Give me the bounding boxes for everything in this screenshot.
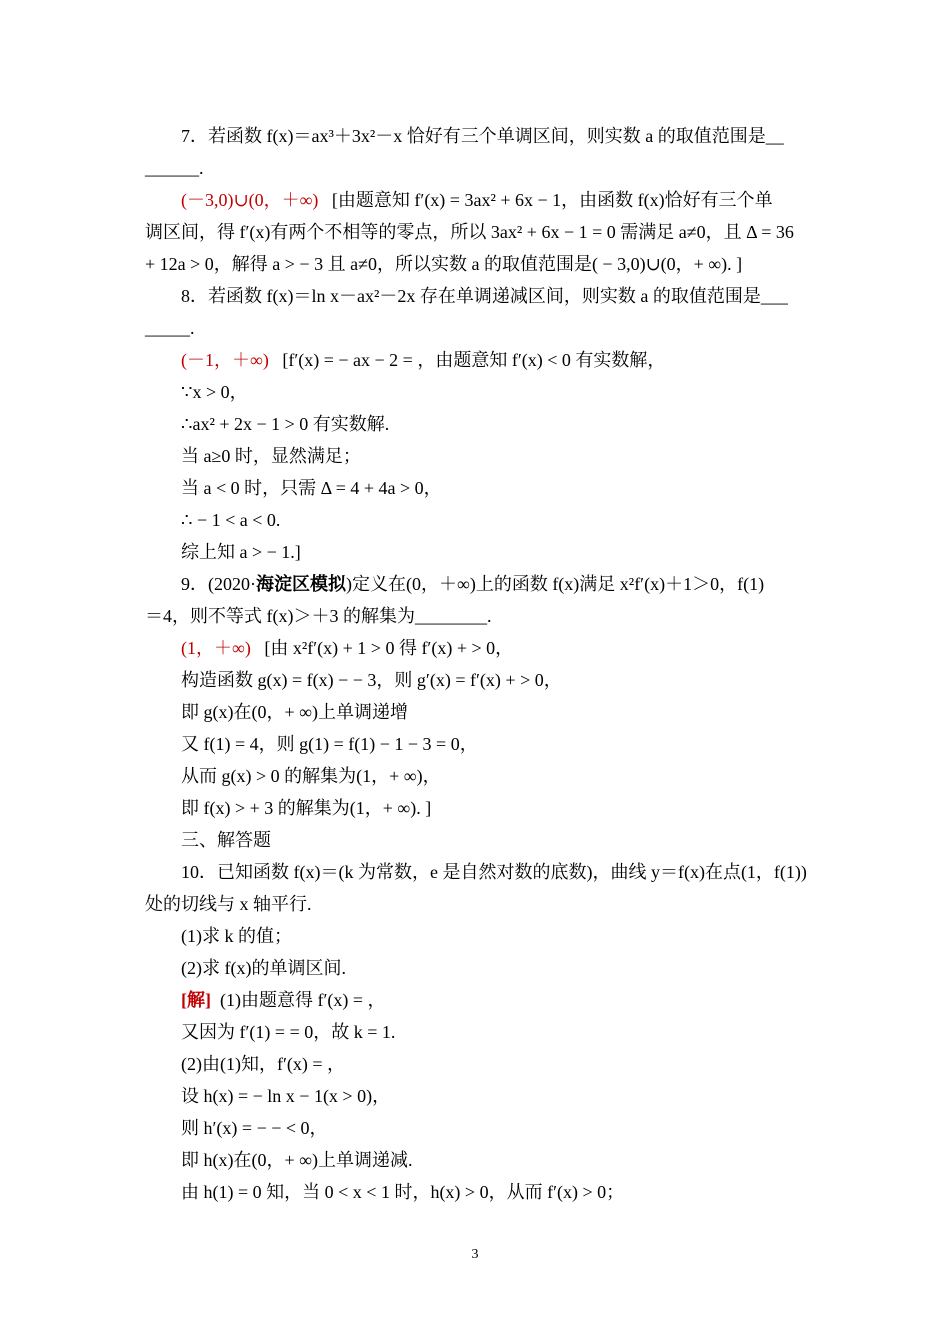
q9-stem-line1: 9．(2020·海淀区模拟)定义在(0，＋∞)上的函数 f(x)满足 x²f′(x)＋1＞0，f(1) bbox=[181, 574, 765, 594]
q8-solution-line4: 当 a≥0 时，显然满足； bbox=[181, 446, 361, 466]
q9-solution-line4: 又 f(1) = 4，则 g(1) = f(1) − 1 − 3 = 0， bbox=[181, 734, 478, 754]
q8-solution-line6: ∴ − 1 < a < 0. bbox=[181, 510, 281, 530]
q10-part2: (2)求 f(x)的单调区间. bbox=[181, 958, 346, 978]
q9-answer: (1，＋∞) bbox=[181, 638, 251, 658]
q7-stem-line1: 7．若函数 f(x)＝ax³＋3x²－x 恰好有三个单调区间，则实数 a 的取值范围是__ bbox=[181, 126, 784, 146]
q10-stem-line1: 10．已知函数 f(x)＝(k 为常数，e 是自然对数的底数)，曲线 y＝f(x)在点(1，f(1)) bbox=[181, 862, 807, 882]
q10-solution-line7: 由 h(1) = 0 知，当 0 < x < 1 时，h(x) > 0，从而 f′(x) > 0； bbox=[181, 1182, 625, 1202]
q8-solution-line2: ∵x > 0， bbox=[181, 382, 248, 402]
q7-solution-line1: (－3,0)∪(0，＋∞) [由题意知 f′(x) = 3ax² + 6x − 1，由函数 f(x)恰好有三个单 bbox=[181, 190, 773, 210]
q9-solution-line5: 从而 g(x) > 0 的解集为(1，+ ∞)， bbox=[181, 766, 441, 786]
q10-solution-line6: 即 h(x)在(0，+ ∞)上单调递减. bbox=[181, 1150, 413, 1170]
q9-solution-line1: (1，＋∞) [由 x²f′(x) + 1 > 0 得 f′(x) + > 0， bbox=[181, 638, 514, 658]
q8-solution-line7: 综上知 a > − 1.] bbox=[181, 542, 301, 562]
q7-solution-line3: + 12a > 0，解得 a > − 3 且 a≠0，所以实数 a 的取值范围是( − 3,0)∪(0，+ ∞). ] bbox=[145, 254, 743, 274]
q7-answer: (－3,0)∪(0，＋∞) bbox=[181, 190, 319, 210]
q10-stem-line2: 处的切线与 x 轴平行. bbox=[145, 894, 312, 914]
section-heading: 三、解答题 bbox=[181, 830, 271, 850]
q8-stem-line2: _____. bbox=[145, 318, 195, 338]
q10-solution-line4: 设 h(x) = − ln x − 1(x > 0)， bbox=[181, 1086, 391, 1106]
q8-solution-line3: ∴ax² + 2x − 1 > 0 有实数解. bbox=[181, 414, 390, 434]
page-number: 3 bbox=[471, 1247, 479, 1262]
q9-stem-line2: ＝4，则不等式 f(x)＞＋3 的解集为________. bbox=[145, 606, 492, 626]
q10-solution-line1: [解] (1)由题意得 f′(x) = ， bbox=[181, 990, 386, 1010]
q8-solution-line1: (－1，＋∞) [f′(x) = − ax − 2 = ，由题意知 f′(x) < 0 有实数解， bbox=[181, 350, 666, 370]
solution-label: [解] bbox=[181, 990, 211, 1010]
q9-solution-line6: 即 f(x) > + 3 的解集为(1，+ ∞). ] bbox=[181, 798, 432, 818]
q8-stem-line1: 8．若函数 f(x)＝ln x－ax²－2x 存在单调递减区间，则实数 a 的取值范围是___ bbox=[181, 286, 788, 306]
q9-source: 海淀区模拟 bbox=[256, 574, 346, 594]
q10-solution-line3: (2)由(1)知，f′(x) = ， bbox=[181, 1054, 346, 1074]
q10-solution-line2: 又因为 f′(1) = = 0，故 k = 1. bbox=[181, 1022, 396, 1042]
q8-answer: (－1，＋∞) bbox=[181, 350, 269, 370]
q9-solution-line2: 构造函数 g(x) = f(x) − − 3，则 g′(x) = f′(x) + > 0， bbox=[181, 670, 562, 690]
q10-solution-line5: 则 h′(x) = − − < 0， bbox=[181, 1118, 328, 1138]
q7-stem-line2: ______. bbox=[145, 158, 204, 178]
q10-part1: (1)求 k 的值； bbox=[181, 926, 292, 946]
q8-solution-line5: 当 a < 0 时，只需 Δ = 4 + 4a > 0， bbox=[181, 478, 442, 498]
q7-solution-line2: 调区间，得 f′(x)有两个不相等的零点，所以 3ax² + 6x − 1 = 0 需满足 a≠0，且 Δ = 36 bbox=[145, 222, 794, 242]
q9-solution-line3: 即 g(x)在(0，+ ∞)上单调递增 bbox=[181, 702, 408, 722]
